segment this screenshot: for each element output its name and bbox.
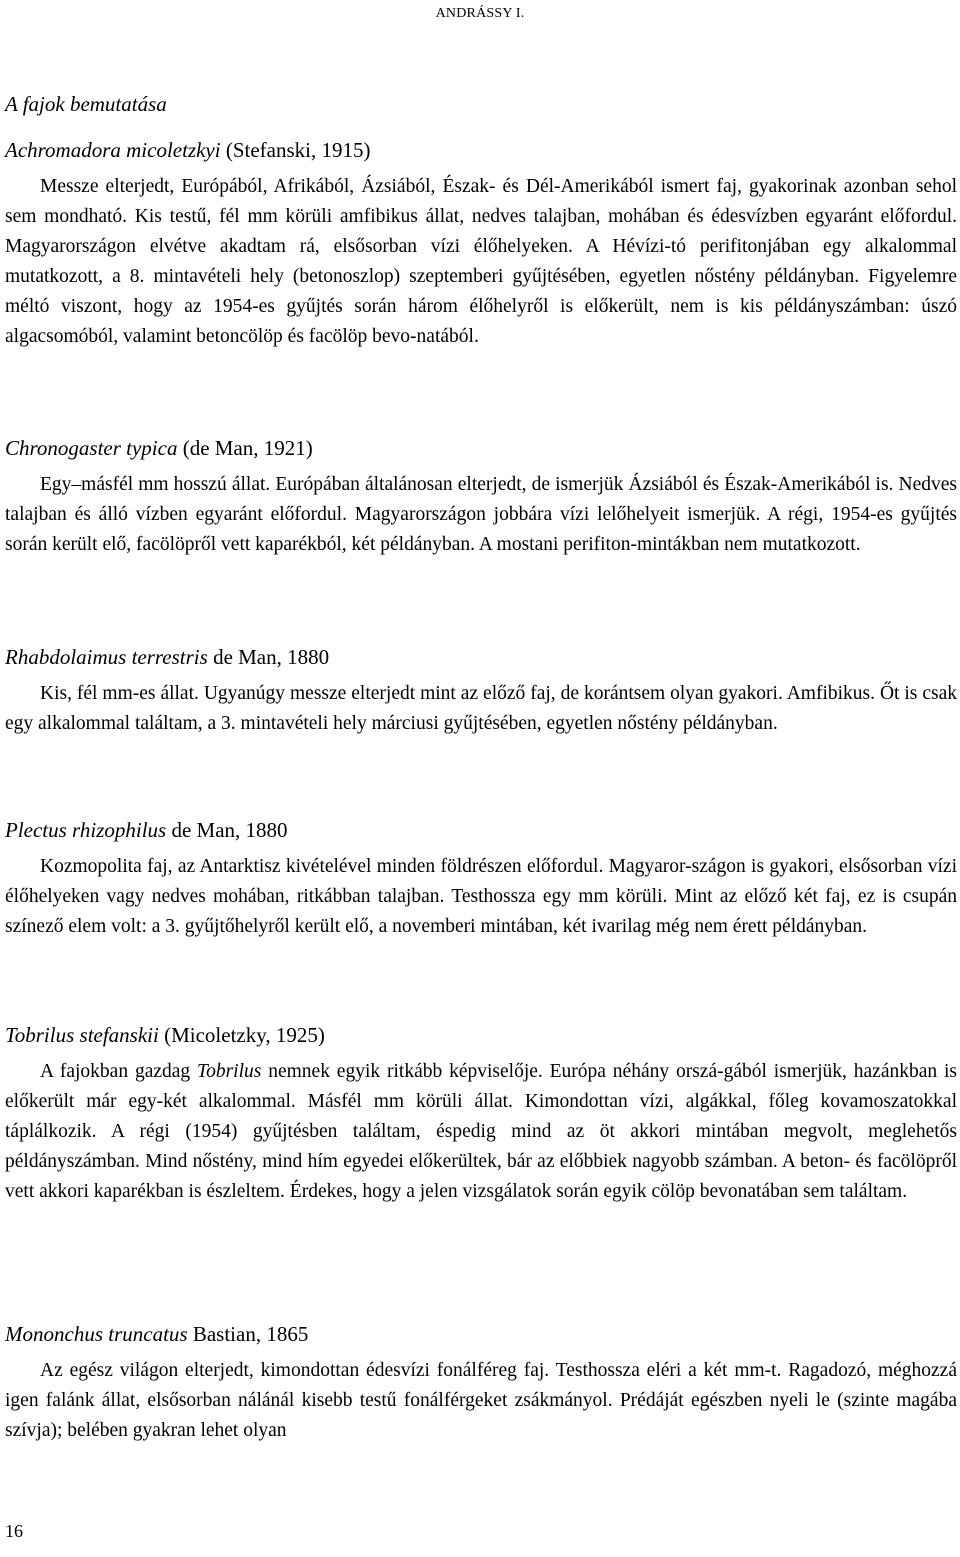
species-entry (5, 136, 957, 352)
species-heading (5, 643, 957, 671)
species-description (5, 679, 957, 739)
species-description (5, 1356, 957, 1446)
species-entry (5, 816, 957, 942)
description-text: Az egész világon elterjedt, kimondottan édesvízi fonálféreg faj. Testhossza eléri a két mm-t. Ragadozó, méghozzá igen falánk állat, elsősorban nálánál kisebb testű fonálférgeket zsákmányol. Prédáját egészben nyeli le (szinte magába szívja); belében gyakran lehet olyan (5, 1360, 957, 1441)
species-name: Rhabdolaimus terrestris (5, 645, 208, 669)
species-authority: de Man, 1880 (166, 818, 288, 842)
species-entry (5, 643, 957, 739)
species-heading (5, 136, 957, 164)
species-authority: de Man, 1880 (207, 645, 330, 669)
species-authority: (Micoletzky, 1925) (158, 1023, 325, 1047)
species-description (5, 1057, 957, 1207)
description-text: Kis, fél mm-es állat. Ugyanúgy messze elterjedt mint az előző faj, de korántsem olyan gyakori. Amfibikus. Őt is csak egy alkalommal találtam, a 3. mintavételi hely márciusi gyűjtésében, egyetlen nőstény példányban. (5, 683, 957, 734)
description-text: A fajokban gazdag (40, 1061, 198, 1082)
species-entry (5, 434, 957, 560)
species-description (5, 852, 957, 942)
species-name: Achromadora micoletzkyi (5, 138, 221, 162)
genus-name: Tobrilus (197, 1061, 262, 1082)
species-description (5, 172, 957, 352)
species-entry (5, 1320, 957, 1446)
species-authority: (de Man, 1921) (177, 436, 313, 460)
description-text: nemnek egyik ritkább képviselője. Európa néhány orszá-gából ismerjük, hazánkban is előkerült már egy-két alkalommal. Másfél mm körüli állat. Kimondottan vízi, algákkal, főleg kovamoszatokkal táplálkozik. A régi (1954) gyűjtésben találtam, éspedig mind az öt akkori mintában megvolt, meglehetős példányszámban. Mind nőstény, mind hím egyedei előkerültek, bár az előbbiek nagyobb számban. A beton- és facölöpről vett akkori kaparékban is észleltem. Érdekes, hogy a jelen vizsgálatok során egyik cölöp bevonatában sem találtam. (5, 1061, 957, 1202)
running-head: ANDRÁSSY I. (435, 6, 525, 21)
species-heading (5, 434, 957, 462)
description-text: Egy–másfél mm hosszú állat. Európában általánosan elterjedt, de ismerjük Ázsiából és Észak-Amerikából is. Nedves talajban és álló vízben egyaránt előfordul. Magyarországon jobbára vízi lelőhelyeit ismerjük. A régi, 1954-es gyűjtés során került elő, facölöpről vett kaparékból, két példányban. A mostani perifiton-mintákban nem mutatkozott. (5, 474, 957, 555)
species-name: Mononchus truncatus (5, 1322, 188, 1346)
species-authority: (Stefanski, 1915) (220, 138, 371, 162)
page-number: 16 (5, 1521, 23, 1541)
description-text: Kozmopolita faj, az Antarktisz kivételével minden földrészen előfordul. Magyaror-szágon is gyakori, elsősorban vízi élőhelyeken vagy nedves mohában, ritkábban talajban. Testhossza egy mm körüli. Mint az előző két faj, ez is csupán színező elem volt: a 3. gyűjtőhelyről került elő, a novemberi mintában, két ivarilag még nem érett példányban. (5, 856, 957, 937)
species-heading (5, 816, 957, 844)
species-name: Chronogaster typica (5, 436, 178, 460)
species-name: Tobrilus stefanskii (5, 1023, 159, 1047)
species-entry (5, 1021, 957, 1207)
species-heading (5, 1320, 957, 1348)
species-authority: Bastian, 1865 (187, 1322, 309, 1346)
species-name: Plectus rhizophilus (5, 818, 167, 842)
species-heading (5, 1021, 957, 1049)
section-title: A fajok bemutatása (5, 92, 167, 116)
description-text: Messze elterjedt, Európából, Afrikából, Ázsiából, Észak- és Dél-Amerikából ismert faj, gyakorinak azonban sehol sem mondható. Kis testű, fél mm körüli amfibikus állat, nedves talajban, mohában és édesvízben egyaránt előfordul. Magyarországon elvétve akadtam rá, elsősorban vízi élőhelyeken. A Hévízi-tó perifitonjában egy alkalommal mutatkozott, a 8. mintavételi hely (betonoszlop) szeptemberi gyűjtésében, egyetlen nőstény példányban. Figyelemre méltó viszont, hogy az 1954-es gyűjtés során három élőhelyről is előkerült, nem is kis példányszámban: úszó algacsomóból, valamint betoncölöp és facölöp bevo-natából. (5, 176, 957, 347)
species-description (5, 470, 957, 560)
